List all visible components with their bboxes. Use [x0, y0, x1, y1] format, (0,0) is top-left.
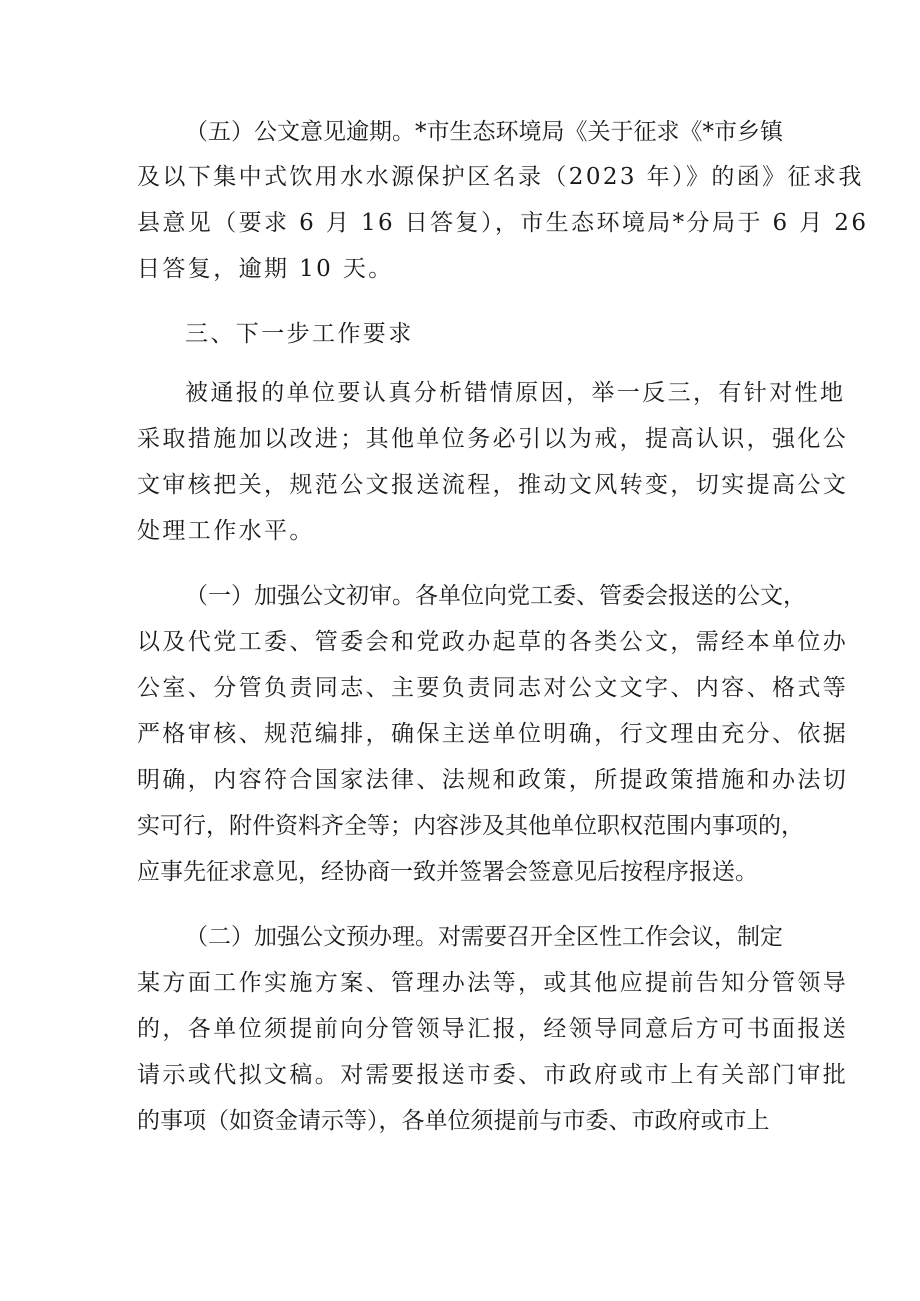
- paragraph-5-line-2: 及以下集中式饮用水水源保护区名录（2023 年）》的函》征求我: [137, 164, 864, 190]
- intro-line-2: 采取措施加以改进；其他单位务必引以为戒，提高认识，强化公: [137, 426, 849, 452]
- paragraph-1-line-1: （一）加强公文初审。各单位向党工委、管委会报送的公文，: [185, 583, 806, 609]
- paragraph-2-line-3: 的，各单位须提前向分管领导汇报，经领导同意后方可书面报送: [137, 1016, 849, 1042]
- paragraph-5-line-1: （五）公文意见逾期。*市生态环境局《关于征求《*市乡镇: [185, 119, 783, 145]
- paragraph-1-line-5: 明确，内容符合国家法律、法规和政策，所提政策措施和办法切: [137, 767, 849, 793]
- paragraph-1-line-2: 以及代党工委、管委会和党政办起草的各类公文，需经本单位办: [137, 629, 849, 655]
- section-heading: 三、下一步工作要求: [185, 321, 414, 347]
- paragraph-2-line-2: 某方面工作实施方案、管理办法等，或其他应提前告知分管领导: [137, 970, 849, 996]
- intro-line-1: 被通报的单位要认真分析错情原因，举一反三，有针对性地: [185, 380, 846, 406]
- paragraph-1-line-6: 实可行，附件资料齐全等；内容涉及其他单位职权范围内事项的，: [137, 813, 804, 839]
- paragraph-2-line-4: 请示或代拟文稿。对需要报送市委、市政府或市上有关部门审批: [137, 1062, 849, 1088]
- intro-line-3: 文审核把关，规范公文报送流程，推动文风转变，切实提高公文: [137, 472, 849, 498]
- paragraph-5-line-4: 日答复，逾期 10 天。: [137, 256, 394, 282]
- intro-line-4: 处理工作水平。: [137, 518, 315, 544]
- paragraph-2-line-1: （二）加强公文预办理。对需要召开全区性工作会议，制定: [185, 924, 783, 950]
- paragraph-1-line-4: 严格审核、规范编排，确保主送单位明确，行文理由充分、依据: [137, 721, 849, 747]
- paragraph-1-line-3: 公室、分管负责同志、主要负责同志对公文文字、内容、格式等: [137, 675, 849, 701]
- paragraph-2-line-5: 的事项（如资金请示等），各单位须提前与市委、市政府或市上: [137, 1108, 770, 1134]
- paragraph-1-line-7: 应事先征求意见，经协商一致并签署会签意见后按程序报送。: [137, 859, 758, 885]
- paragraph-5-line-3: 县意见（要求 6 月 16 日答复），市生态环境局*分局于 6 月 26: [137, 210, 869, 236]
